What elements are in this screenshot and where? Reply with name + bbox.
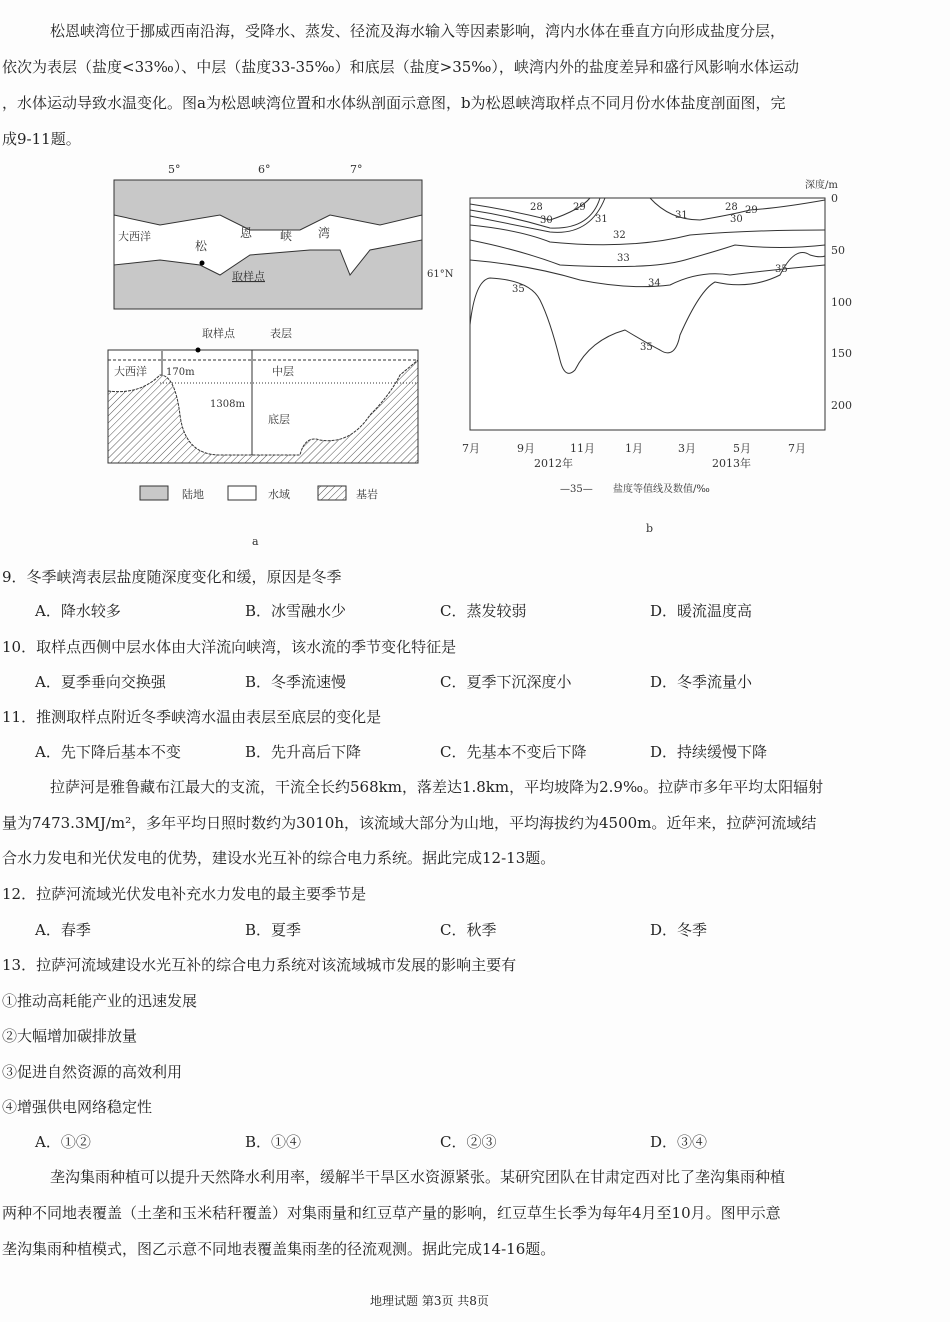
svg-text:33: 33 xyxy=(617,253,630,264)
month-axis-labels xyxy=(462,442,806,470)
intro-line: ，水体运动导致水温变化。图a为松恩峡湾位置和水体纵剖面示意图，b为松恩峡湾取样点不同月份水体盐度剖面图，完 xyxy=(2,94,786,112)
intro-line: 垄沟集雨种植模式，图乙示意不同地表覆盖集雨垄的径流观测。据此完成14-16题。 xyxy=(2,1240,556,1258)
svg-text:0: 0 xyxy=(831,192,838,205)
option-a[interactable]: A．①② xyxy=(35,1133,91,1151)
svg-text:7月: 7月 xyxy=(788,442,806,455)
svg-text:31: 31 xyxy=(675,210,688,221)
option-b[interactable]: B．冬季流速慢 xyxy=(245,673,347,691)
svg-text:28: 28 xyxy=(725,202,738,213)
svg-text:31: 31 xyxy=(595,214,608,225)
svg-text:湾: 湾 xyxy=(318,226,331,240)
svg-text:5月: 5月 xyxy=(733,442,751,455)
option-c[interactable]: C．②③ xyxy=(440,1133,497,1151)
intro-line: 拉萨河是雅鲁藏布江最大的支流，干流全长约568km，落差达1.8km，平均坡降为2.9‰。拉萨市多年平均太阳辐射 xyxy=(50,778,824,796)
svg-text:5°: 5° xyxy=(168,163,181,176)
svg-text:150: 150 xyxy=(831,347,852,360)
intro-line: 依次为表层（盐度<33‰）、中层（盐度33-35‰）和底层（盐度>35‰），峡湾内外的盐度差异和盛行风影响水体运动 xyxy=(2,58,799,76)
intro-line: 垄沟集雨种植可以提升天然降水利用率，缓解半干旱区水资源紧张。某研究团队在甘肃定西对比了垄沟集雨种植 xyxy=(50,1168,786,1186)
svg-text:2013年: 2013年 xyxy=(712,457,751,470)
caption-b: b xyxy=(646,522,654,535)
option-d[interactable]: D．持续缓慢下降 xyxy=(650,743,768,761)
option-a[interactable]: A．先下降后基本不变 xyxy=(35,743,181,761)
svg-text:3月: 3月 xyxy=(678,442,696,455)
option-b[interactable]: B．冰雪融水少 xyxy=(245,602,347,620)
figure-a xyxy=(100,155,454,550)
svg-text:表层: 表层 xyxy=(270,327,292,340)
svg-text:30: 30 xyxy=(540,215,553,226)
svg-text:35: 35 xyxy=(512,284,525,295)
legend-a xyxy=(140,486,378,501)
svg-text:35: 35 xyxy=(640,342,653,353)
sample-point-marker xyxy=(200,261,205,266)
question-9: 9．冬季峡湾表层盐度随深度变化和缓，原因是冬季 xyxy=(2,568,342,586)
svg-text:松: 松 xyxy=(195,239,208,253)
svg-text:9月: 9月 xyxy=(517,442,535,455)
question-12: 12．拉萨河流域光伏发电补充水力发电的最主要季节是 xyxy=(2,885,367,903)
svg-text:峡: 峡 xyxy=(280,229,293,243)
question-13: 13．拉萨河流域建设水光互补的综合电力系统对该流域城市发展的影响主要有 xyxy=(2,956,517,974)
intro-line: 成9-11题。 xyxy=(2,130,81,148)
option-d[interactable]: D．暖流温度高 xyxy=(650,602,753,620)
option-d[interactable]: D．冬季 xyxy=(650,921,708,939)
svg-text:中层: 中层 xyxy=(272,365,294,378)
svg-text:6°: 6° xyxy=(258,163,271,176)
svg-text:34: 34 xyxy=(648,278,661,289)
option-c[interactable]: C．先基本不变后下降 xyxy=(440,743,587,761)
option-b[interactable]: B．夏季 xyxy=(245,921,302,939)
option-a[interactable]: A．夏季垂向交换强 xyxy=(35,673,166,691)
option-c[interactable]: C．秋季 xyxy=(440,921,497,939)
svg-text:7°: 7° xyxy=(350,163,363,176)
svg-text:32: 32 xyxy=(613,230,626,241)
svg-text:深度/m: 深度/m xyxy=(805,180,838,191)
intro-line: 合水力发电和光伏发电的优势，建设水光互补的综合电力系统。据此完成12-13题。 xyxy=(2,849,556,867)
svg-text:取样点: 取样点 xyxy=(202,327,235,340)
question-11: 11．推测取样点附近冬季峡湾水温由表层至底层的变化是 xyxy=(2,708,382,726)
svg-text:基岩: 基岩 xyxy=(356,488,378,501)
depth-axis-labels xyxy=(831,192,852,412)
option-c[interactable]: C．蒸发较弱 xyxy=(440,602,527,620)
option-d[interactable]: D．③④ xyxy=(650,1133,708,1151)
svg-text:170m: 170m xyxy=(166,367,195,378)
caption-a: a xyxy=(252,535,259,548)
svg-text:50: 50 xyxy=(831,244,845,257)
svg-text:恩: 恩 xyxy=(240,226,253,240)
svg-text:取样点: 取样点 xyxy=(232,270,265,283)
svg-text:61°N: 61°N xyxy=(427,269,454,280)
vertical-profile xyxy=(108,326,418,463)
svg-text:盐度等值线及数值/‰: 盐度等值线及数值/‰ xyxy=(613,484,710,495)
svg-text:水域: 水域 xyxy=(268,488,290,501)
svg-text:100: 100 xyxy=(831,296,852,309)
statement-item: ①推动高耗能产业的迅速发展 xyxy=(2,992,198,1010)
svg-text:35: 35 xyxy=(775,264,788,275)
svg-text:1月: 1月 xyxy=(625,442,643,455)
option-c[interactable]: C．夏季下沉深度小 xyxy=(440,673,572,691)
svg-text:2012年: 2012年 xyxy=(534,457,573,470)
svg-text:29: 29 xyxy=(745,205,758,216)
statement-item: ④增强供电网络稳定性 xyxy=(2,1098,153,1116)
option-b[interactable]: B．①④ xyxy=(245,1133,302,1151)
svg-text:1308m: 1308m xyxy=(210,399,245,410)
svg-text:大西洋: 大西洋 xyxy=(114,365,147,378)
location-map xyxy=(114,163,454,309)
figure-b-salinity-profile xyxy=(450,170,870,540)
svg-text:大西洋: 大西洋 xyxy=(118,230,151,243)
svg-text:11月: 11月 xyxy=(570,442,595,455)
svg-text:28: 28 xyxy=(530,202,543,213)
svg-text:200: 200 xyxy=(831,399,852,412)
svg-text:29: 29 xyxy=(573,202,586,213)
intro-line: 松恩峡湾位于挪威西南沿海，受降水、蒸发、径流及海水输入等因素影响，湾内水体在垂直方向形成盐度分层， xyxy=(50,22,786,40)
svg-text:7月: 7月 xyxy=(462,442,480,455)
svg-text:—35—: —35— xyxy=(560,484,593,495)
option-a[interactable]: A．春季 xyxy=(35,921,91,939)
option-d[interactable]: D．冬季流量小 xyxy=(650,673,753,691)
svg-text:底层: 底层 xyxy=(268,413,290,426)
intro-line: 量为7473.3MJ/m²，多年平均日照时数约为3010h，该流域大部分为山地，平均海拔约为4500m。近年来，拉萨河流域结 xyxy=(2,814,817,832)
option-a[interactable]: A．降水较多 xyxy=(35,602,121,620)
svg-text:30: 30 xyxy=(730,214,743,225)
statement-item: ③促进自然资源的高效利用 xyxy=(2,1063,183,1081)
statement-item: ②大幅增加碳排放量 xyxy=(2,1027,138,1045)
option-b[interactable]: B．先升高后下降 xyxy=(245,743,362,761)
intro-line: 两种不同地表覆盖（土垄和玉米秸秆覆盖）对集雨量和红豆草产量的影响，红豆草生长季为每年4月至10月。图甲示意 xyxy=(2,1204,781,1222)
page-footer: 地理试题 第3页 共8页 xyxy=(370,1294,489,1308)
svg-text:陆地: 陆地 xyxy=(182,488,204,501)
question-10: 10．取样点西侧中层水体由大洋流向峡湾，该水流的季节变化特征是 xyxy=(2,638,457,656)
